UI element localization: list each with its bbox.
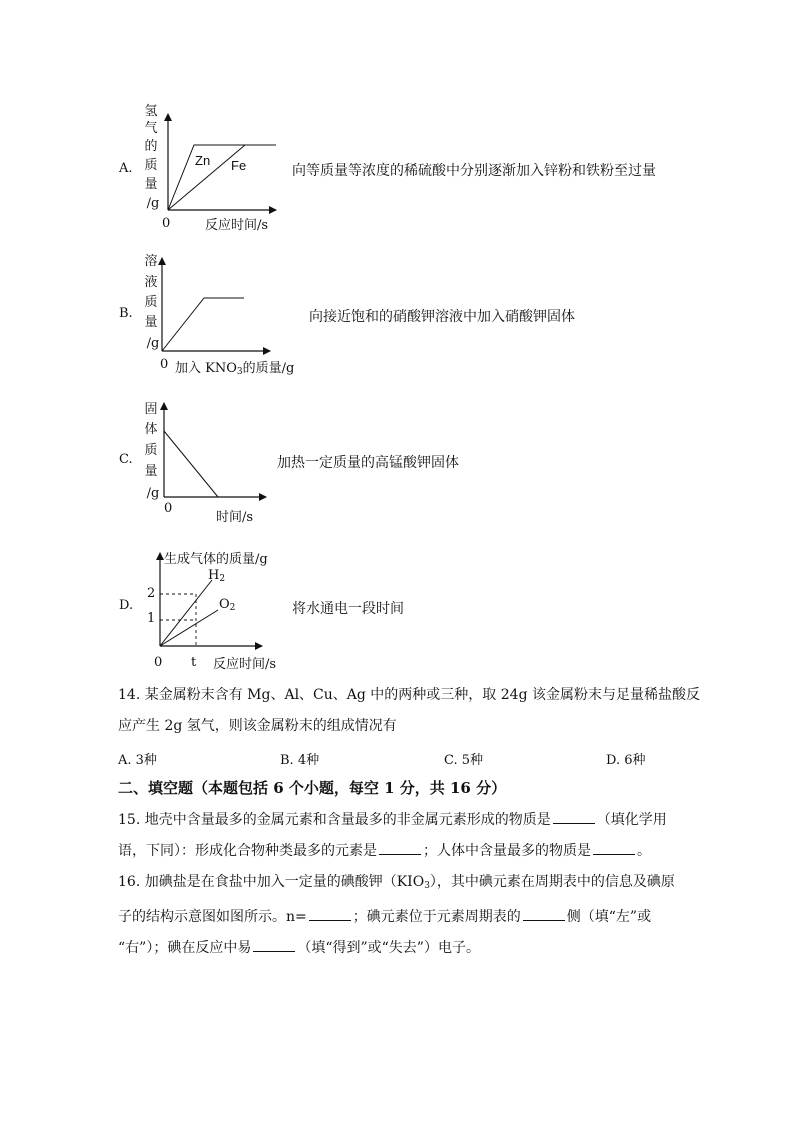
option-description-c: 加热一定质量的高锰酸钾固体 bbox=[277, 455, 459, 471]
o2-line bbox=[160, 610, 218, 646]
series-label-zn: Zn bbox=[195, 153, 211, 168]
choice-d[interactable]: D. 6种 bbox=[606, 753, 646, 768]
question-16-line-1: 16. 加碘盐是在食盐中加入一定量的碘酸钾$(KIO_3)$，其中碘元素在周期表中的信息及碘原 bbox=[118, 874, 675, 891]
y-tick-1: 1 bbox=[147, 611, 156, 626]
question-14-line-1: 14. 某金属粉末含有 Mg、Al、Cu、Ag 中的两种或三种，取 24g 该金属粉末与足量稀盐酸反 bbox=[118, 687, 700, 703]
y-label-char: /g bbox=[146, 336, 160, 351]
question-15-line-2: 语，下同）：形成化合物种类最多的元素是 ；人体中含量最多的物质是 。 bbox=[118, 843, 651, 859]
y-label-char: 质 bbox=[144, 295, 158, 310]
x-axis-label: 加入 $KNO_3$的质量/g bbox=[175, 361, 295, 377]
question-16-line-2: 子的结构示意图如图所示。n= ；碘元素位于元素周期表的 侧（填“左”或 bbox=[118, 909, 652, 925]
question-16 bbox=[118, 867, 678, 964]
question-16-line-3: “右”）；碘在反应中易 （填“得到”或“失去”）电子。 bbox=[118, 940, 480, 956]
x-axis-label: 反应时间/s bbox=[205, 218, 269, 233]
answer-blank[interactable] bbox=[553, 822, 595, 824]
x-tick-t: t bbox=[191, 655, 197, 670]
question-15-line-1: 15. 地壳中含量最多的金属元素和含量最多的非金属元素形成的物质是 （填化学用 bbox=[118, 812, 667, 828]
section-heading: 二、填空题（本题包括 6 个小题，每空 1 分，共 16 分） bbox=[118, 779, 507, 797]
o2-label: $O_2$ bbox=[219, 597, 236, 613]
h2-line bbox=[160, 580, 212, 646]
x-axis-label: 反应时间/s bbox=[213, 657, 277, 672]
option-description-b: 向接近饱和的硝酸钾溶液中加入硝酸钾固体 bbox=[309, 309, 575, 325]
answer-blank[interactable] bbox=[379, 853, 421, 855]
y-label-char: 体 bbox=[144, 422, 158, 437]
option-description-a: 向等质量等浓度的稀硫酸中分别逐渐加入锌粉和铁粉至过量 bbox=[292, 163, 656, 179]
question-15 bbox=[118, 805, 678, 867]
y-label-char: 气 bbox=[144, 121, 158, 136]
option-description-d: 将水通电一段时间 bbox=[292, 601, 404, 617]
option-label-c: C. bbox=[119, 452, 133, 467]
y-label-char: 固 bbox=[144, 402, 158, 417]
y-tick-2: 2 bbox=[147, 586, 156, 601]
question-14-line-2: 应产生 2g 氢气，则该金属粉末的组成情况有 bbox=[118, 718, 397, 734]
y-label-char: 量 bbox=[144, 315, 158, 330]
h2-label: $H_2$ bbox=[208, 568, 226, 584]
answer-blank[interactable] bbox=[309, 919, 351, 921]
y-label-char: 溶 bbox=[144, 254, 158, 269]
option-label-b: B. bbox=[119, 306, 133, 321]
question-14 bbox=[118, 680, 700, 742]
choice-c[interactable]: C. 5种 bbox=[444, 753, 484, 768]
answer-blank[interactable] bbox=[523, 919, 565, 921]
origin-label: 0 bbox=[160, 357, 169, 372]
answer-blank[interactable] bbox=[253, 950, 295, 952]
origin-label: 0 bbox=[154, 655, 163, 670]
option-label-d: D. bbox=[119, 598, 134, 613]
x-axis-label: 时间/s bbox=[216, 510, 254, 525]
origin-label: 0 bbox=[164, 501, 173, 516]
y-label-char: /g bbox=[146, 196, 160, 211]
choice-a[interactable]: A. 3种 bbox=[118, 753, 157, 768]
option-label-a: A. bbox=[119, 161, 133, 176]
y-label-char: 液 bbox=[144, 275, 158, 290]
y-label-char: 量 bbox=[144, 177, 158, 192]
y-label-char: 质 bbox=[144, 443, 158, 458]
y-label-char: 量 bbox=[144, 464, 158, 479]
choice-b[interactable]: B. 4种 bbox=[280, 753, 320, 768]
y-axis-title: 生成气体的质量/g bbox=[164, 552, 268, 567]
answer-blank[interactable] bbox=[593, 853, 635, 855]
y-label-char: 氢 bbox=[144, 104, 158, 119]
y-label-char: 质 bbox=[144, 158, 158, 173]
series-label-fe: Fe bbox=[231, 158, 247, 173]
y-label-char: /g bbox=[146, 486, 160, 501]
y-label-char: 的 bbox=[144, 139, 158, 154]
origin-label: 0 bbox=[162, 216, 171, 231]
